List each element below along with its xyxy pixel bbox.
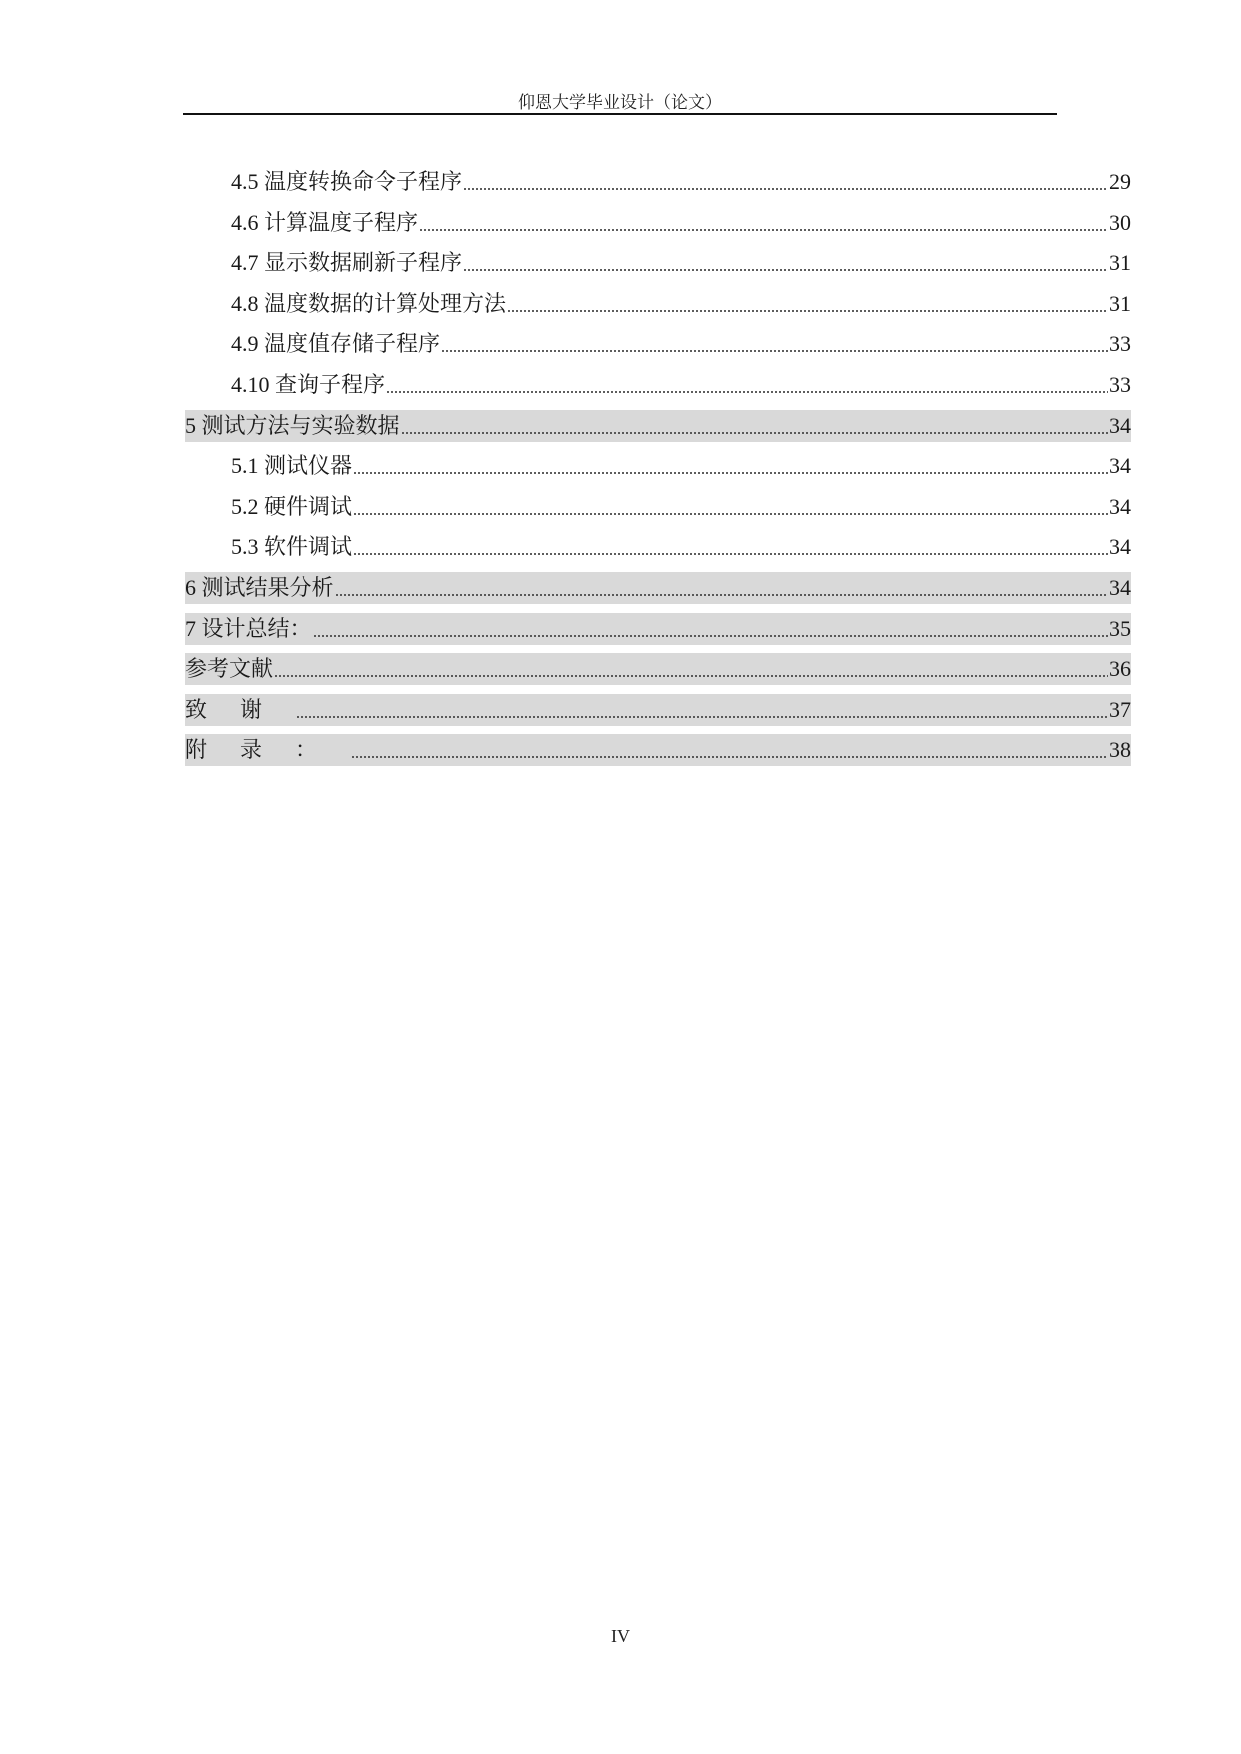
toc-entry-label: 4.7 显示数据刷新子程序: [231, 250, 463, 276]
dot-leader: [386, 391, 1108, 393]
toc-entry-references[interactable]: [185, 653, 1131, 685]
dot-leader: [274, 675, 1108, 677]
toc-entry-label: 6 测试结果分析: [185, 574, 334, 600]
dot-leader: [313, 635, 1108, 637]
toc-entry-page: 29: [1109, 169, 1131, 194]
running-header: 仰恩大学毕业设计（论文）: [518, 93, 722, 112]
dot-leader: [507, 310, 1108, 312]
toc-entry-4-5[interactable]: [185, 166, 1131, 198]
toc-entry-page: 30: [1109, 209, 1131, 235]
toc-entry-label: 5.2 硬件调试: [231, 493, 353, 519]
toc-entry-4-9[interactable]: [185, 328, 1131, 360]
toc-entry-5[interactable]: [185, 410, 1131, 442]
toc-entry-label: 附录：: [185, 737, 351, 763]
toc-entry-label: 5 测试方法与实验数据: [185, 412, 400, 438]
toc-entry-acknowledgements[interactable]: [185, 694, 1131, 726]
dot-leader: [401, 432, 1108, 434]
toc-entry-page: 34: [1109, 534, 1131, 560]
toc-entry-page: 34: [1109, 493, 1131, 519]
toc-entry-4-8[interactable]: [185, 288, 1131, 320]
dot-leader: [296, 716, 1108, 718]
toc-entry-page: 31: [1109, 250, 1131, 276]
dot-leader: [463, 269, 1108, 271]
dot-leader: [441, 350, 1108, 352]
toc-entry-4-7[interactable]: [185, 247, 1131, 279]
dot-leader: [351, 756, 1108, 758]
toc-entry-6[interactable]: [185, 572, 1131, 604]
toc-entry-page: 34: [1109, 412, 1131, 438]
toc-entry-4-10[interactable]: [185, 369, 1131, 401]
dot-leader: [463, 188, 1108, 190]
toc-entry-label: 致谢: [185, 696, 296, 722]
toc-entry-label: 4.8 温度数据的计算处理方法: [231, 290, 507, 316]
toc-entry-page: 38: [1109, 737, 1131, 763]
toc-entry-label: 5.1 测试仪器: [231, 453, 353, 479]
toc-entry-label: 5.3 软件调试: [231, 534, 353, 560]
toc-entry-label: 7 设计总结：: [185, 615, 312, 641]
toc-entry-5-1[interactable]: [185, 450, 1131, 482]
toc-entry-label: 4.9 温度值存储子程序: [231, 331, 441, 357]
header-rule: [183, 113, 1057, 115]
toc-entry-page: 33: [1109, 331, 1131, 357]
toc-entry-appendix[interactable]: [185, 734, 1131, 766]
dot-leader: [335, 594, 1108, 596]
toc-entry-page: 34: [1109, 574, 1131, 600]
toc-entry-page: 34: [1109, 453, 1131, 479]
dot-leader: [419, 229, 1108, 231]
toc-entry-page: 36: [1109, 656, 1131, 682]
toc-entry-5-3[interactable]: [185, 531, 1131, 563]
dot-leader: [353, 553, 1108, 555]
toc-entry-label: 4.10 查询子程序: [231, 371, 386, 397]
toc-entry-4-6[interactable]: [185, 207, 1131, 239]
toc-entry-5-2[interactable]: [185, 491, 1131, 523]
table-of-contents: [185, 166, 1131, 775]
toc-entry-7[interactable]: [185, 613, 1131, 645]
toc-entry-page: 31: [1109, 290, 1131, 316]
toc-entry-page: 33: [1109, 371, 1131, 397]
toc-entry-page: 35: [1109, 615, 1131, 641]
dot-leader: [353, 472, 1108, 474]
toc-entry-label: 4.6 计算温度子程序: [231, 209, 419, 235]
toc-entry-page: 37: [1109, 696, 1131, 722]
toc-entry-label: 4.5 温度转换命令子程序: [231, 169, 463, 194]
dot-leader: [353, 513, 1108, 515]
toc-entry-label: 参考文献: [185, 656, 274, 682]
page-number: IV: [611, 1626, 630, 1646]
